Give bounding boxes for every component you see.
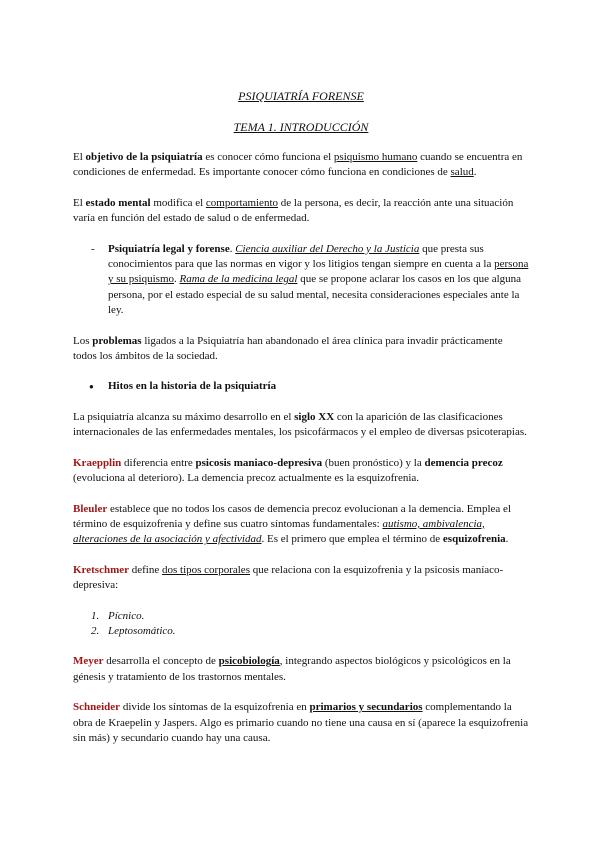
- list-number: 2.: [91, 624, 100, 637]
- numbered-list-item: [73, 609, 529, 624]
- dash-marker: -: [91, 242, 95, 255]
- underlined-term: Rama de la medicina legal: [179, 273, 298, 286]
- text-run: .: [229, 242, 236, 255]
- text-run: (buen pronóstico) y la: [322, 456, 425, 469]
- underlined-term: salud: [450, 166, 474, 179]
- list-item-text: Leptosomático.: [108, 624, 176, 637]
- bold-term: psicobiología: [218, 655, 280, 668]
- paragraph: [73, 150, 529, 181]
- text-run: El: [73, 151, 86, 163]
- text-run: es conocer cómo funciona el: [202, 151, 334, 163]
- document-body: [73, 150, 529, 746]
- text-run: divide los síntomas de la esquizofrenia en: [120, 701, 310, 714]
- bold-term: demencia precoz: [424, 456, 503, 469]
- paragraph: [73, 700, 529, 746]
- text-run: define: [129, 563, 162, 576]
- text-run: .: [473, 166, 477, 179]
- text-run: (evoluciona al deterioro). La demencia precoz actualmente es la esquizofrenia.: [73, 472, 420, 485]
- bold-term: Psiquiatría legal y forense: [108, 242, 230, 255]
- author-name: Kraepplin: [73, 456, 122, 469]
- paragraph: [73, 563, 529, 594]
- text-run: .: [505, 533, 509, 546]
- section-heading: TEMA 1. INTRODUCCIÓN: [233, 120, 369, 134]
- underlined-term: psiquismo humano: [333, 151, 418, 163]
- text-run: modifica el: [150, 196, 206, 209]
- text-run: diferencia entre: [121, 456, 196, 469]
- paragraph: [73, 410, 529, 441]
- text-run: que presta sus conocimientos para que las normas en vigor y los litigios tengan siempre en cuenta a la: [108, 242, 495, 271]
- paragraph: [73, 456, 529, 487]
- underlined-term: comportamiento: [205, 196, 278, 209]
- bullet-icon: ●: [89, 382, 94, 392]
- underlined-term: autismo, ambivalencia, alteraciones de la asociación y afectividad: [73, 517, 485, 546]
- author-name: Meyer: [73, 655, 104, 668]
- text-run: desarrolla el concepto de: [103, 655, 219, 668]
- text-run: , integrando aspectos biológicos y psicológicos en la génesis y tratamiento de los trastornos mentales.: [73, 655, 511, 683]
- bold-term: esquizofrenia: [442, 533, 506, 546]
- dash-list-item: [73, 242, 529, 319]
- bold-term: siglo XX: [294, 410, 335, 423]
- text-run: La psiquiatría alcanza su máximo desarrollo en el: [73, 410, 295, 423]
- underlined-term: Ciencia auxiliar del Derecho y la Justicia: [235, 242, 420, 255]
- list-item-text: Pícnico.: [108, 609, 145, 622]
- paragraph: [73, 654, 529, 685]
- document-page: [73, 88, 529, 746]
- bold-term: problemas: [92, 334, 142, 347]
- author-name: Bleuler: [73, 502, 108, 515]
- text-run: ligados a la Psiquiatría han abandonado el área clínica para invadir prácticamente todos los ámbitos de la sociedad.: [73, 334, 503, 363]
- text-run: El: [73, 196, 86, 209]
- text-run: con la aparición de las clasificaciones internacionales de las enfermedades mentales, los psicofármacos y el empleo de diversas psicoterapias.: [73, 410, 527, 439]
- document-title: PSIQUIATRÍA FORENSE: [238, 89, 364, 103]
- numbered-list: [73, 609, 529, 640]
- paragraph: [73, 502, 529, 548]
- author-name: Schneider: [73, 701, 121, 714]
- text-run: que se propone aclarar los casos en los que alguna persona, por el estado especial de su salud mental, necesita consideraciones especiales ante la ley.: [108, 273, 522, 317]
- section-bullet: [73, 379, 529, 394]
- text-run: establece que no todos los casos de demencia precoz evolucionan a la demencia. Emplea el término de esquizofrenia y define sus cuatro síntomas fundamentales:: [73, 502, 511, 530]
- bold-term: primarios y secundarios: [309, 701, 423, 714]
- numbered-list-item: [73, 624, 529, 639]
- text-run: complementando la obra de Kraepelin y Jaspers. Algo es primario cuando no tiene una causa en sí (aparece la esquizofrenia sin más) y secundario cuando hay una causa.: [73, 701, 529, 744]
- underlined-term: dos tipos corporales: [161, 563, 250, 576]
- bold-term: Hitos en la historia de la psiquiatría: [108, 380, 277, 393]
- paragraph: [73, 196, 529, 227]
- text-run: que relaciona con la esquizofrenia y la psicosis maníaco-depresiva:: [73, 563, 504, 592]
- underlined-term: persona y su psiquismo: [108, 258, 529, 286]
- text-run: de la persona, es decir, la reacción ante una situación varía en función del estado de salud o de enfermedad.: [73, 196, 514, 225]
- text-run: . Es el primero que emplea el término de: [261, 533, 443, 546]
- paragraph: [73, 334, 529, 365]
- text-run: Los: [73, 334, 93, 347]
- text-run: .: [174, 273, 180, 286]
- text-run: cuando se encuentra en condiciones de enfermedad. Es importante conocer cómo funciona en condiciones de: [73, 151, 523, 179]
- list-number: 1.: [91, 609, 100, 622]
- author-name: Kretschmer: [73, 563, 129, 576]
- bold-term: estado mental: [85, 196, 151, 209]
- bold-term: objetivo de la psiquiatría: [85, 151, 203, 163]
- bold-term: psicosis maniaco-depresiva: [195, 456, 323, 469]
